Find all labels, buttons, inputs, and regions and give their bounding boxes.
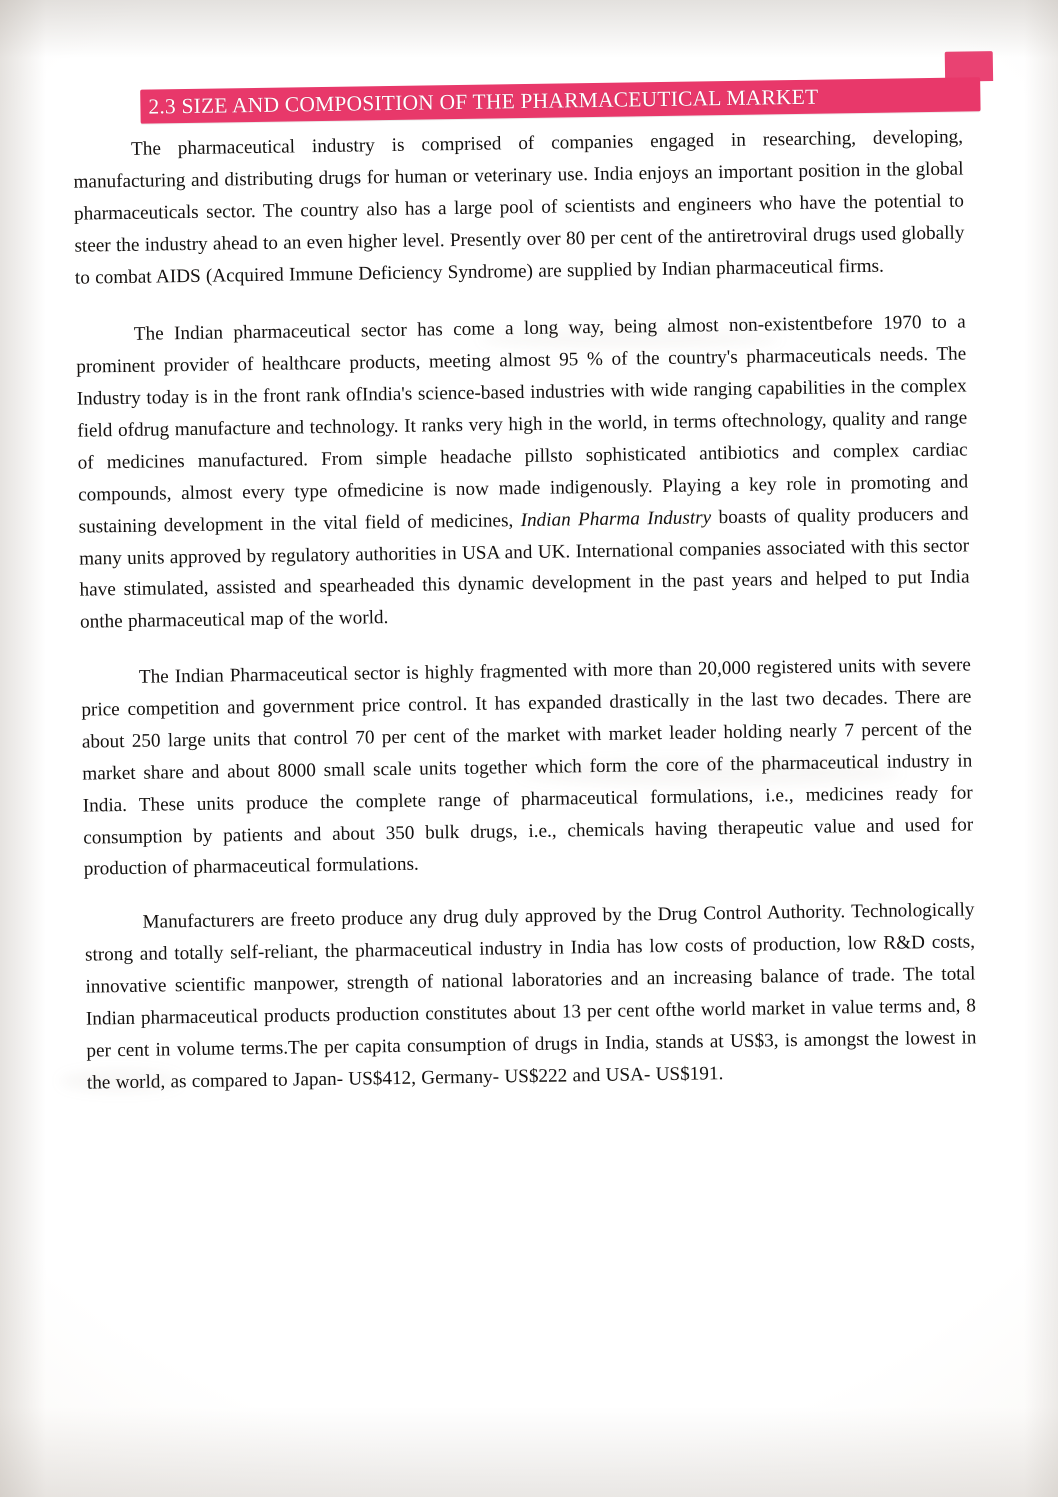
paragraph-3: The Indian Pharmaceutical sector is highly fragmented with more than 20,000 registered units with severe price competition and government price control. It has expanded drastically in the last two decades. There are about 250 large units that control 70 per cent of the market with market leader holding nearly 7 percent of the market share and about 8000 small scale units together which form the core of the pharmaceutical industry in India. These units produce the complete range of pharmaceutical formulations, i.e., medicines ready for consumption by patients and about 350 bulk drugs, i.e., chemicals having therapeutic value and used for production of pharmaceutical formulations. [81,654,974,880]
body-text [73,121,977,1099]
section-heading-text: 2.3 SIZE AND COMPOSITION OF THE PHARMACEUTICAL MARKET [148,84,819,119]
paragraph-2-part-a: The Indian pharmaceutical sector has come a long way, being almost non-existentbefore 1970 to a prominent provider of healthcare products, meeting almost 95 % of the country's pharmaceuticals needs. The Industry today is in the front rank ofIndia's science-based industries with wide ranging capabilities in the complex field ofdrug manufacture and technology. It ranks very high in the world, in terms oftechnology, quality and range of medicines manufactured. From simple headache pillsto sophisticated antibiotics and complex cardiac compounds, almost every type ofmedicine is now made indigenously. Playing a key role in promoting and sustaining development in the vital field of medicines, [76,311,969,538]
paragraph-1: The pharmaceutical industry is comprised of companies engaged in researching, developing, manufacturing and distributing drugs for human or veterinary use. India enjoys an important position in the global pharmaceuticals sector. The country also has a large pool of scientists and engineers who have the potential to steer the industry ahead to an even higher level. Presently over 80 per cent of the antiretroviral drugs used globally to combat AIDS (Acquired Immune Deficiency Syndrome) are supplied by Indian pharmaceutical firms. [73,126,965,289]
paragraph-4: Manufacturers are freeto produce any drug duly approved by the Drug Control Authority. Technologically strong and totally self-reliant, the pharmaceutical industry in India has low costs of production, low R&D costs, innovative scientific manpower, strength of national laboratories and an increasing balance of trade. The total Indian pharmaceutical products production constitutes about 13 per cent ofthe world market in value terms and, 8 per cent in volume terms.The per capita consumption of drugs in India, stands at US$3, is amongst the lowest in the world, as compared to Japan- US$412, Germany- US$222 and USA- US$191. [84,899,977,1094]
section-heading [140,77,980,123]
paragraph-2 [76,307,971,639]
scan-edge-shadow-left [0,0,46,1497]
scan-edge-shadow-top [0,0,1058,58]
scan-edge-shadow-right [1024,0,1058,1497]
paragraph-2-italic-phrase: Indian Pharma Industry [520,506,712,531]
paragraph-2-part-b: boasts of quality producers and many units approved by regulatory authorities in USA and UK. International companies associated with this sector have stimulated, assisted and spearheaded this dynamic development in the past years and helped to put India onthe pharmaceutical map of the world. [78,503,970,633]
scan-edge-shadow-bottom [0,1407,1058,1497]
